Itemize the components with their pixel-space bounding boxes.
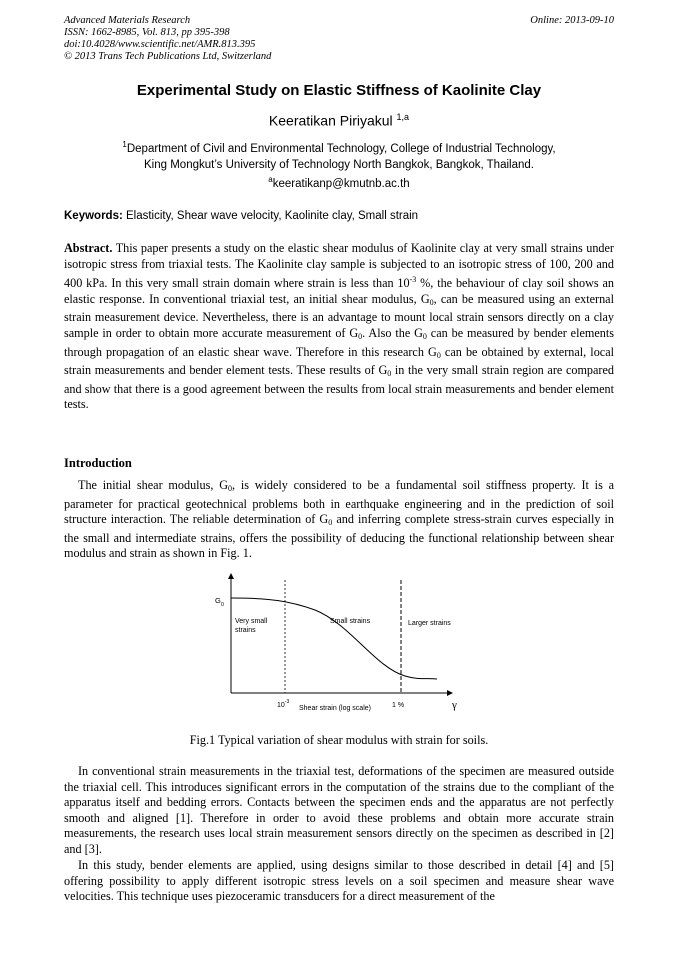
g0-sub: 0 (387, 369, 392, 379)
email-line (0, 175, 678, 190)
gamma-symbol: γ (452, 699, 457, 711)
g0-sub: 0 (358, 331, 363, 341)
doi-line: doi:10.4028/www.scientific.net/AMR.813.395 (64, 39, 256, 50)
intro-text: , is widely considered to be a fundamental soil stiffness property. It is a parameter for practical geotechnical problems both in earthquake engineering and in the prediction of soil structure interaction. The reliable determination of G (64, 478, 614, 527)
online-date: Online: 2013-09-10 (530, 15, 614, 26)
keywords (64, 210, 418, 222)
affiliation-line-2: King Mongkut’s University of Technology North Bangkok, Bangkok, Thailand. (144, 158, 534, 171)
author-sup: 1,a (396, 112, 410, 122)
y-axis-arrow (228, 573, 234, 579)
keywords-text: Elasticity, Shear wave velocity, Kaolinite clay, Small strain (122, 210, 419, 222)
abstract-text: %, the behaviour of clay soil shows an elastic response. In conventional triaxial test, an initial shear modulus, G (64, 276, 615, 306)
x-axis-arrow (447, 690, 453, 696)
tick-left: $10^{-3}$ (277, 699, 290, 709)
modulus-curve (231, 598, 437, 679)
label-small-strains: Small strains (330, 618, 371, 625)
abstract-sup: -3 (409, 275, 417, 285)
g0-sub: 0 (422, 331, 427, 341)
abstract-text: in the very small strain region are compared and show that there is a good agreement between the results from local strain measurements and bender element tests. (64, 363, 614, 412)
introduction-heading: Introduction (64, 456, 132, 470)
issn-line: ISSN: 1662-8985, Vol. 813, pp 395-398 (64, 27, 230, 38)
author-name: Keeratikan Piriyakul (268, 112, 397, 129)
email-sup: a (268, 175, 273, 184)
abstract-text: . Also the G (362, 325, 423, 340)
email-address[interactable]: keeratikanp@kmutnb.ac.th (272, 177, 410, 190)
journal-name: Advanced Materials Research (64, 15, 191, 26)
abstract-label: Abstract. (64, 241, 113, 255)
g0-sub: 0 (429, 297, 434, 307)
label-larger-strains: Larger strains (408, 620, 451, 627)
affiliation-line-1: Department of Civil and Environmental Technology, College of Industrial Technology, (126, 142, 556, 155)
tick-right: 1 % (392, 702, 405, 709)
abstract-text: This paper presents a study on the elastic shear modulus of Kaolinite clay at very small strains under isotropic stress from triaxial tests. The Kaolinite clay sample is subjected to an isotropic stress of 100, 200 and 400 kPa. In this very small strain domain where strain is less than 10 (64, 241, 614, 291)
g0-sub: 0 (436, 350, 441, 360)
journal-header (64, 15, 271, 63)
intro-paragraph-3: In this study, bender elements are applied, using designs similar to those described in detail [4] and [5] offering possibility to apply different isotropic stress levels on a soil specimen and measure shear wave velocities. This technique uses piezoceramic transducers for a direct measurement of the (64, 858, 614, 904)
figure-1 (200, 572, 480, 722)
paper-title: Experimental Study on Elastic Stiffness of Kaolinite Clay (136, 82, 542, 99)
abstract-text: can be measured by bender elements through propagation of an elastic shear wave. Therefore in this research G (64, 325, 614, 359)
intro-text: The initial shear modulus, G (78, 478, 229, 492)
affiliation-sup: 1 (122, 140, 127, 149)
g0-sub: 0 (328, 518, 333, 528)
intro-paragraph-2: In conventional strain measurements in the triaxial test, deformations of the specimen are measured outside the triaxial cell. This introduces significant errors in the computation of the strains due to the compliant of the apparatus itself and bedding errors. Contacts between the specimen ends and the apparatus are not perfectly smooth and aligned [1]. Therefore in order to avoid these problems and obtain more accurate strain measurements, the research uses local strain measurement sensors directly on the specimen as described in [2] and [3]. (64, 764, 614, 856)
intro-paragraph-1 (64, 478, 614, 562)
copyright-line: © 2013 Trans Tech Publications Ltd, Switzerland (64, 51, 272, 62)
x-axis-label: Shear strain (log scale) (299, 705, 371, 712)
keywords-label: Keywords: (64, 210, 123, 222)
abstract-text: can be obtained by external, local strain measurements and bender element tests. These results of G (64, 344, 614, 378)
abstract (64, 241, 614, 413)
affiliation (0, 137, 678, 173)
figure-caption: Fig.1 Typical variation of shear modulus with strain for soils. (189, 733, 489, 747)
intro-text: and inferring complete stress-strain curves especially in the small and intermediate strains, offers the possibility of deducing the functional relationship between shear modulus and strain as shown in Fig. 1. (64, 512, 615, 561)
g0-sub: 0 (228, 484, 233, 493)
abstract-text: , can be measured using an external strain measurement device. Nevertheless, there is an advantage to mount local strain sensors directly on a clay sample in order to obtain more accurate measurement of G (64, 291, 614, 340)
label-very-small-2: strains (235, 627, 256, 634)
g0-label: $G_0$ (215, 596, 224, 608)
label-very-small-1: Very small (235, 618, 268, 625)
author-line (0, 112, 678, 129)
